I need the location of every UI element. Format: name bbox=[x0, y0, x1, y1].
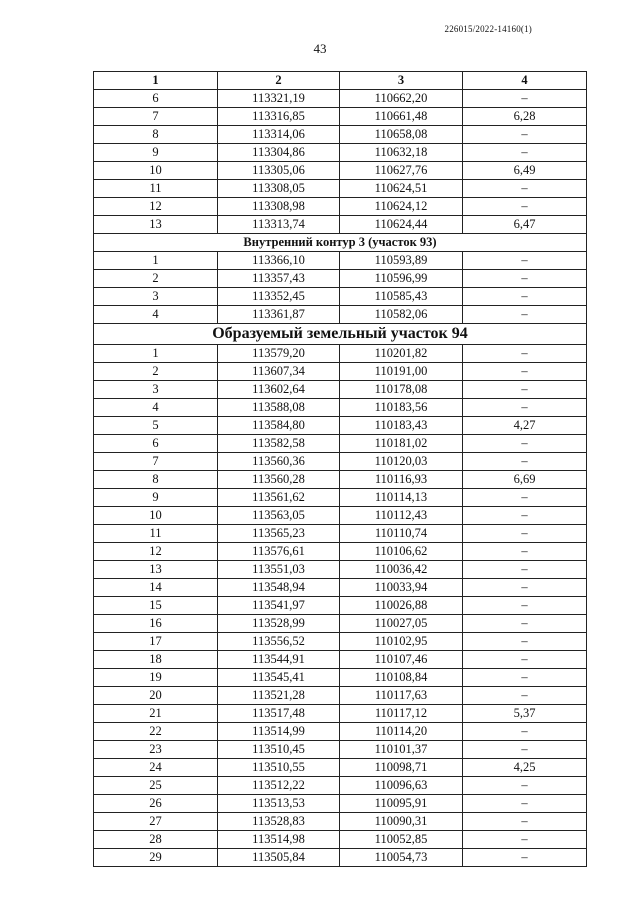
table-row bbox=[94, 363, 587, 381]
table-row bbox=[94, 270, 587, 288]
table-row bbox=[94, 108, 587, 126]
cell-radius: – bbox=[463, 633, 587, 651]
cell-point-number: 5 bbox=[94, 417, 218, 435]
cell-point-number: 1 bbox=[94, 252, 218, 270]
cell-radius: – bbox=[463, 435, 587, 453]
table-row bbox=[94, 453, 587, 471]
cell-radius: – bbox=[463, 543, 587, 561]
table-row bbox=[94, 849, 587, 867]
table-row bbox=[94, 705, 587, 723]
cell-y: 110036,42 bbox=[340, 561, 463, 579]
table-row bbox=[94, 417, 587, 435]
table-row bbox=[94, 759, 587, 777]
cell-x: 113361,87 bbox=[218, 306, 340, 324]
cell-point-number: 1 bbox=[94, 345, 218, 363]
cell-point-number: 15 bbox=[94, 597, 218, 615]
table-row bbox=[94, 399, 587, 417]
cell-point-number: 24 bbox=[94, 759, 218, 777]
cell-radius: – bbox=[463, 345, 587, 363]
cell-y: 110096,63 bbox=[340, 777, 463, 795]
cell-radius: – bbox=[463, 126, 587, 144]
section-title-row bbox=[94, 324, 587, 345]
cell-point-number: 12 bbox=[94, 543, 218, 561]
cell-x: 113607,34 bbox=[218, 363, 340, 381]
cell-x: 113308,98 bbox=[218, 198, 340, 216]
cell-y: 110101,37 bbox=[340, 741, 463, 759]
cell-radius: – bbox=[463, 687, 587, 705]
cell-radius: – bbox=[463, 723, 587, 741]
table-body bbox=[94, 90, 587, 867]
cell-radius: – bbox=[463, 144, 587, 162]
table-row bbox=[94, 651, 587, 669]
cell-radius: – bbox=[463, 180, 587, 198]
cell-x: 113510,55 bbox=[218, 759, 340, 777]
cell-radius: – bbox=[463, 363, 587, 381]
cell-x: 113304,86 bbox=[218, 144, 340, 162]
cell-y: 110662,20 bbox=[340, 90, 463, 108]
cell-x: 113548,94 bbox=[218, 579, 340, 597]
cell-radius: – bbox=[463, 561, 587, 579]
cell-point-number: 3 bbox=[94, 288, 218, 306]
cell-radius: 5,37 bbox=[463, 705, 587, 723]
table-row bbox=[94, 180, 587, 198]
cell-radius: – bbox=[463, 597, 587, 615]
cell-radius: – bbox=[463, 288, 587, 306]
cell-point-number: 23 bbox=[94, 741, 218, 759]
cell-point-number: 17 bbox=[94, 633, 218, 651]
cell-y: 110624,44 bbox=[340, 216, 463, 234]
cell-y: 110052,85 bbox=[340, 831, 463, 849]
table-row bbox=[94, 381, 587, 399]
cell-x: 113352,45 bbox=[218, 288, 340, 306]
cell-y: 110120,03 bbox=[340, 453, 463, 471]
cell-y: 110102,95 bbox=[340, 633, 463, 651]
column-header-radius: 4 bbox=[463, 72, 587, 90]
cell-y: 110026,88 bbox=[340, 597, 463, 615]
cell-x: 113308,05 bbox=[218, 180, 340, 198]
table-row bbox=[94, 615, 587, 633]
table-row bbox=[94, 288, 587, 306]
table-row bbox=[94, 198, 587, 216]
cell-x: 113588,08 bbox=[218, 399, 340, 417]
cell-y: 110585,43 bbox=[340, 288, 463, 306]
cell-x: 113565,23 bbox=[218, 525, 340, 543]
cell-point-number: 6 bbox=[94, 90, 218, 108]
cell-radius: – bbox=[463, 525, 587, 543]
cell-point-number: 2 bbox=[94, 363, 218, 381]
cell-point-number: 11 bbox=[94, 180, 218, 198]
cell-y: 110107,46 bbox=[340, 651, 463, 669]
cell-y: 110624,51 bbox=[340, 180, 463, 198]
cell-y: 110191,00 bbox=[340, 363, 463, 381]
cell-radius: 6,28 bbox=[463, 108, 587, 126]
cell-x: 113579,20 bbox=[218, 345, 340, 363]
cell-point-number: 21 bbox=[94, 705, 218, 723]
cell-y: 110106,62 bbox=[340, 543, 463, 561]
cell-x: 113561,62 bbox=[218, 489, 340, 507]
cell-y: 110114,20 bbox=[340, 723, 463, 741]
cell-radius: – bbox=[463, 651, 587, 669]
cell-point-number: 22 bbox=[94, 723, 218, 741]
cell-point-number: 4 bbox=[94, 399, 218, 417]
table-row bbox=[94, 90, 587, 108]
cell-x: 113513,53 bbox=[218, 795, 340, 813]
cell-point-number: 8 bbox=[94, 471, 218, 489]
cell-radius: – bbox=[463, 579, 587, 597]
cell-x: 113541,97 bbox=[218, 597, 340, 615]
cell-point-number: 28 bbox=[94, 831, 218, 849]
table-row bbox=[94, 597, 587, 615]
cell-x: 113560,28 bbox=[218, 471, 340, 489]
cell-radius: – bbox=[463, 453, 587, 471]
table-row bbox=[94, 471, 587, 489]
cell-point-number: 13 bbox=[94, 561, 218, 579]
cell-point-number: 29 bbox=[94, 849, 218, 867]
cell-radius: – bbox=[463, 198, 587, 216]
cell-radius: – bbox=[463, 306, 587, 324]
page-number: 43 bbox=[313, 41, 327, 56]
table-row bbox=[94, 507, 587, 525]
section-title: Образуемый земельный участок 94 bbox=[94, 324, 587, 345]
cell-x: 113305,06 bbox=[218, 162, 340, 180]
cell-point-number: 20 bbox=[94, 687, 218, 705]
cell-point-number: 25 bbox=[94, 777, 218, 795]
table-row bbox=[94, 216, 587, 234]
table-row bbox=[94, 777, 587, 795]
cell-x: 113545,41 bbox=[218, 669, 340, 687]
cell-point-number: 14 bbox=[94, 579, 218, 597]
table-row bbox=[94, 162, 587, 180]
cell-y: 110114,13 bbox=[340, 489, 463, 507]
cell-x: 113314,06 bbox=[218, 126, 340, 144]
table-row bbox=[94, 813, 587, 831]
table-row bbox=[94, 687, 587, 705]
cell-point-number: 16 bbox=[94, 615, 218, 633]
cell-y: 110116,93 bbox=[340, 471, 463, 489]
cell-radius: 6,69 bbox=[463, 471, 587, 489]
cell-point-number: 6 bbox=[94, 435, 218, 453]
cell-x: 113514,99 bbox=[218, 723, 340, 741]
cell-x: 113510,45 bbox=[218, 741, 340, 759]
cell-point-number: 18 bbox=[94, 651, 218, 669]
cell-point-number: 19 bbox=[94, 669, 218, 687]
cell-radius: – bbox=[463, 831, 587, 849]
cell-y: 110112,43 bbox=[340, 507, 463, 525]
table-header-row bbox=[94, 72, 587, 90]
table-row bbox=[94, 345, 587, 363]
cell-radius: 6,49 bbox=[463, 162, 587, 180]
table-row bbox=[94, 723, 587, 741]
cell-radius: – bbox=[463, 615, 587, 633]
cell-radius: – bbox=[463, 849, 587, 867]
section-title: Внутренний контур 3 (участок 93) bbox=[94, 234, 587, 252]
cell-x: 113512,22 bbox=[218, 777, 340, 795]
cell-y: 110027,05 bbox=[340, 615, 463, 633]
cell-y: 110627,76 bbox=[340, 162, 463, 180]
cell-point-number: 10 bbox=[94, 162, 218, 180]
table-row bbox=[94, 795, 587, 813]
cell-y: 110624,12 bbox=[340, 198, 463, 216]
cell-point-number: 9 bbox=[94, 144, 218, 162]
cell-y: 110181,02 bbox=[340, 435, 463, 453]
cell-radius: – bbox=[463, 381, 587, 399]
cell-x: 113357,43 bbox=[218, 270, 340, 288]
cell-y: 110596,99 bbox=[340, 270, 463, 288]
cell-y: 110098,71 bbox=[340, 759, 463, 777]
cell-point-number: 7 bbox=[94, 453, 218, 471]
cell-y: 110095,91 bbox=[340, 795, 463, 813]
cell-x: 113560,36 bbox=[218, 453, 340, 471]
cell-y: 110593,89 bbox=[340, 252, 463, 270]
table-row bbox=[94, 252, 587, 270]
table-row bbox=[94, 525, 587, 543]
cell-radius: – bbox=[463, 669, 587, 687]
table-row bbox=[94, 543, 587, 561]
cell-y: 110108,84 bbox=[340, 669, 463, 687]
cell-x: 113505,84 bbox=[218, 849, 340, 867]
cell-point-number: 3 bbox=[94, 381, 218, 399]
cell-y: 110183,43 bbox=[340, 417, 463, 435]
cell-y: 110054,73 bbox=[340, 849, 463, 867]
cell-point-number: 13 bbox=[94, 216, 218, 234]
cell-x: 113316,85 bbox=[218, 108, 340, 126]
cell-radius: – bbox=[463, 270, 587, 288]
table-row bbox=[94, 126, 587, 144]
cell-radius: – bbox=[463, 507, 587, 525]
cell-x: 113313,74 bbox=[218, 216, 340, 234]
cell-y: 110090,31 bbox=[340, 813, 463, 831]
table-row bbox=[94, 435, 587, 453]
cell-radius: – bbox=[463, 813, 587, 831]
cell-x: 113563,05 bbox=[218, 507, 340, 525]
cell-radius: – bbox=[463, 777, 587, 795]
cell-x: 113528,83 bbox=[218, 813, 340, 831]
cell-y: 110201,82 bbox=[340, 345, 463, 363]
cell-y: 110110,74 bbox=[340, 525, 463, 543]
document-number: 226015/2022-14160(1) bbox=[444, 24, 532, 34]
table-row bbox=[94, 489, 587, 507]
table-row bbox=[94, 741, 587, 759]
cell-y: 110582,06 bbox=[340, 306, 463, 324]
cell-x: 113528,99 bbox=[218, 615, 340, 633]
cell-radius: – bbox=[463, 795, 587, 813]
cell-radius: 6,47 bbox=[463, 216, 587, 234]
coordinates-table bbox=[93, 71, 587, 867]
cell-point-number: 27 bbox=[94, 813, 218, 831]
cell-radius: – bbox=[463, 489, 587, 507]
table-row bbox=[94, 669, 587, 687]
cell-point-number: 9 bbox=[94, 489, 218, 507]
cell-point-number: 2 bbox=[94, 270, 218, 288]
table-row bbox=[94, 579, 587, 597]
cell-radius: – bbox=[463, 90, 587, 108]
cell-point-number: 11 bbox=[94, 525, 218, 543]
cell-x: 113551,03 bbox=[218, 561, 340, 579]
table-row bbox=[94, 561, 587, 579]
cell-x: 113366,10 bbox=[218, 252, 340, 270]
column-header-x: 2 bbox=[218, 72, 340, 90]
cell-y: 110117,63 bbox=[340, 687, 463, 705]
cell-x: 113521,28 bbox=[218, 687, 340, 705]
cell-point-number: 7 bbox=[94, 108, 218, 126]
table-row bbox=[94, 831, 587, 849]
cell-y: 110632,18 bbox=[340, 144, 463, 162]
cell-x: 113514,98 bbox=[218, 831, 340, 849]
cell-x: 113584,80 bbox=[218, 417, 340, 435]
section-title-row bbox=[94, 234, 587, 252]
cell-y: 110178,08 bbox=[340, 381, 463, 399]
cell-point-number: 10 bbox=[94, 507, 218, 525]
cell-x: 113517,48 bbox=[218, 705, 340, 723]
cell-x: 113321,19 bbox=[218, 90, 340, 108]
column-header-point: 1 bbox=[94, 72, 218, 90]
cell-radius: – bbox=[463, 741, 587, 759]
cell-y: 110661,48 bbox=[340, 108, 463, 126]
cell-radius: – bbox=[463, 399, 587, 417]
cell-radius: 4,25 bbox=[463, 759, 587, 777]
cell-point-number: 8 bbox=[94, 126, 218, 144]
table-row bbox=[94, 144, 587, 162]
table-row bbox=[94, 633, 587, 651]
cell-y: 110658,08 bbox=[340, 126, 463, 144]
cell-x: 113602,64 bbox=[218, 381, 340, 399]
cell-y: 110183,56 bbox=[340, 399, 463, 417]
cell-radius: 4,27 bbox=[463, 417, 587, 435]
cell-y: 110117,12 bbox=[340, 705, 463, 723]
cell-x: 113556,52 bbox=[218, 633, 340, 651]
column-header-y: 3 bbox=[340, 72, 463, 90]
cell-x: 113544,91 bbox=[218, 651, 340, 669]
cell-x: 113576,61 bbox=[218, 543, 340, 561]
cell-point-number: 26 bbox=[94, 795, 218, 813]
table-row bbox=[94, 306, 587, 324]
cell-radius: – bbox=[463, 252, 587, 270]
cell-x: 113582,58 bbox=[218, 435, 340, 453]
cell-point-number: 12 bbox=[94, 198, 218, 216]
cell-point-number: 4 bbox=[94, 306, 218, 324]
cell-y: 110033,94 bbox=[340, 579, 463, 597]
